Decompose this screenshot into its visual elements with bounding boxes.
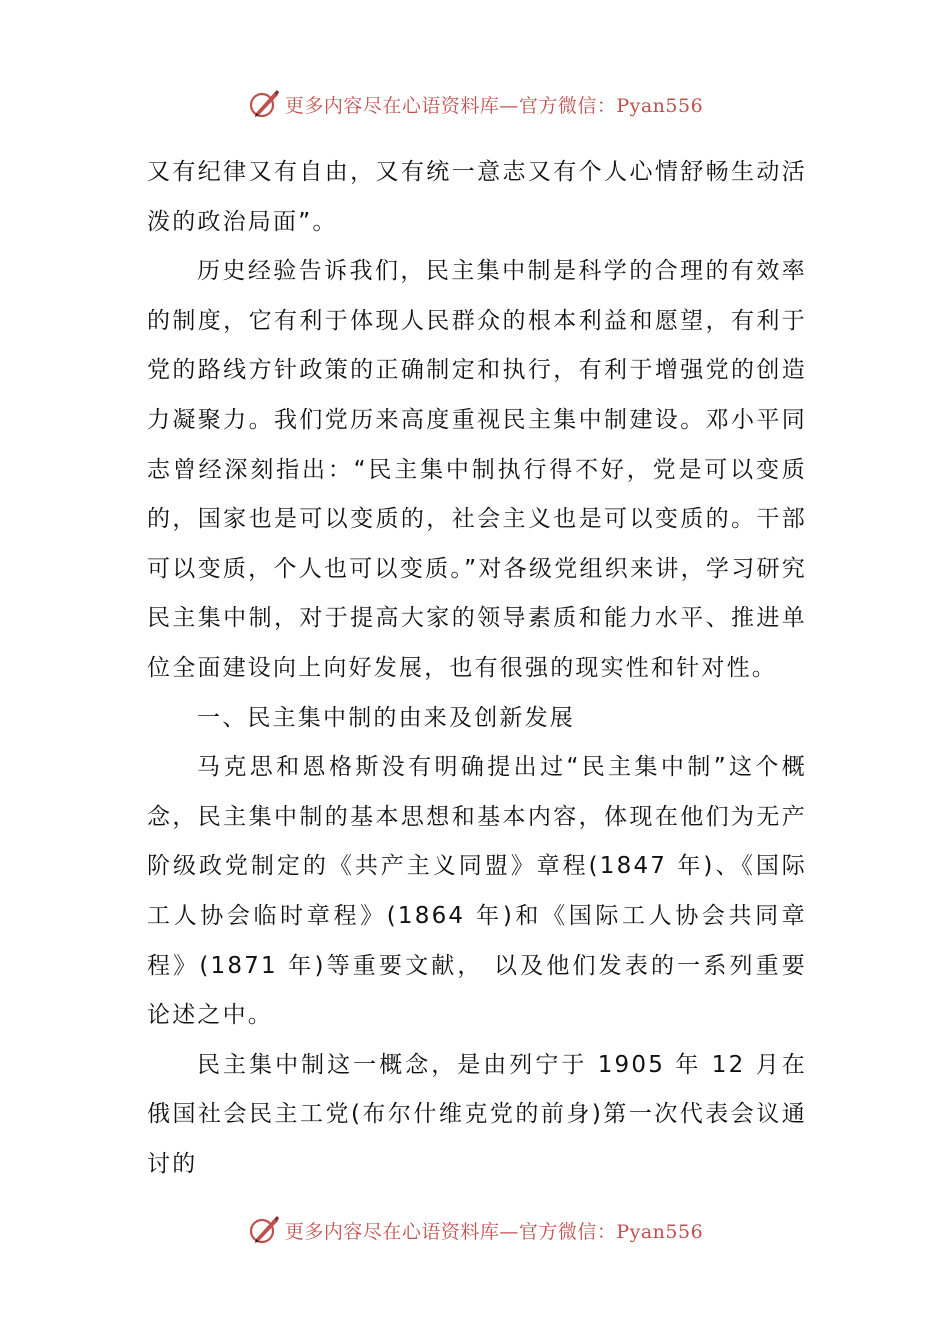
pen-circle-logo-icon — [247, 1213, 281, 1247]
watermark-text: 更多内容尽在心语资料库—官方微信：Pyan556 — [284, 94, 704, 117]
footer-watermark — [0, 1210, 950, 1250]
document-body — [147, 148, 807, 1189]
section-heading: 一、民主集中制的由来及创新发展 — [197, 704, 575, 731]
paragraph-history: 历史经验告诉我们，民主集中制是科学的合理的有效率的制度，它有利于体现人民群众的根本利益和愿望，有利于党的路线方针政策的正确制定和执行，有利于增强党的创造力凝聚力。我们党历来高度重视民主集中制建设。邓小平同志曾经深刻指出：“民主集中制执行得不好，党是可以变质的，国家也是可以变质的，社会主义也是可以变质的。干部可以变质，个人也可以变质。”对各级党组织来讲，学习研究民主集中制，对于提高大家的领导素质和能力水平、推进单位全面建设向上向好发展，也有很强的现实性和针对性。 — [147, 258, 807, 681]
pen-circle-logo-icon — [247, 87, 281, 121]
paragraph-marx-engels: 马克思和恩格斯没有明确提出过“民主集中制”这个概念，民主集中制的基本思想和基本内容，体现在他们为无产阶级政党制定的《共产主义同盟》章程(1847 年)、《国际工人协会临时章程》(1864 年)和《国际工人协会共同章程》(1871 年)等重要文献， 以及他们发表的一系列重要论述之中。 — [147, 754, 807, 1029]
watermark-text: 更多内容尽在心语资料库—官方微信：Pyan556 — [284, 1220, 704, 1243]
header-watermark — [0, 84, 950, 124]
paragraph-lenin: 民主集中制这一概念，是由列宁于 1905 年 12 月在俄国社会民主工党(布尔什维克党的前身)第一次代表会议通讨的 — [147, 1051, 807, 1177]
paragraph-continuation: 又有纪律又有自由，又有统一意志又有个人心情舒畅生动活泼的政治局面”。 — [147, 159, 807, 235]
